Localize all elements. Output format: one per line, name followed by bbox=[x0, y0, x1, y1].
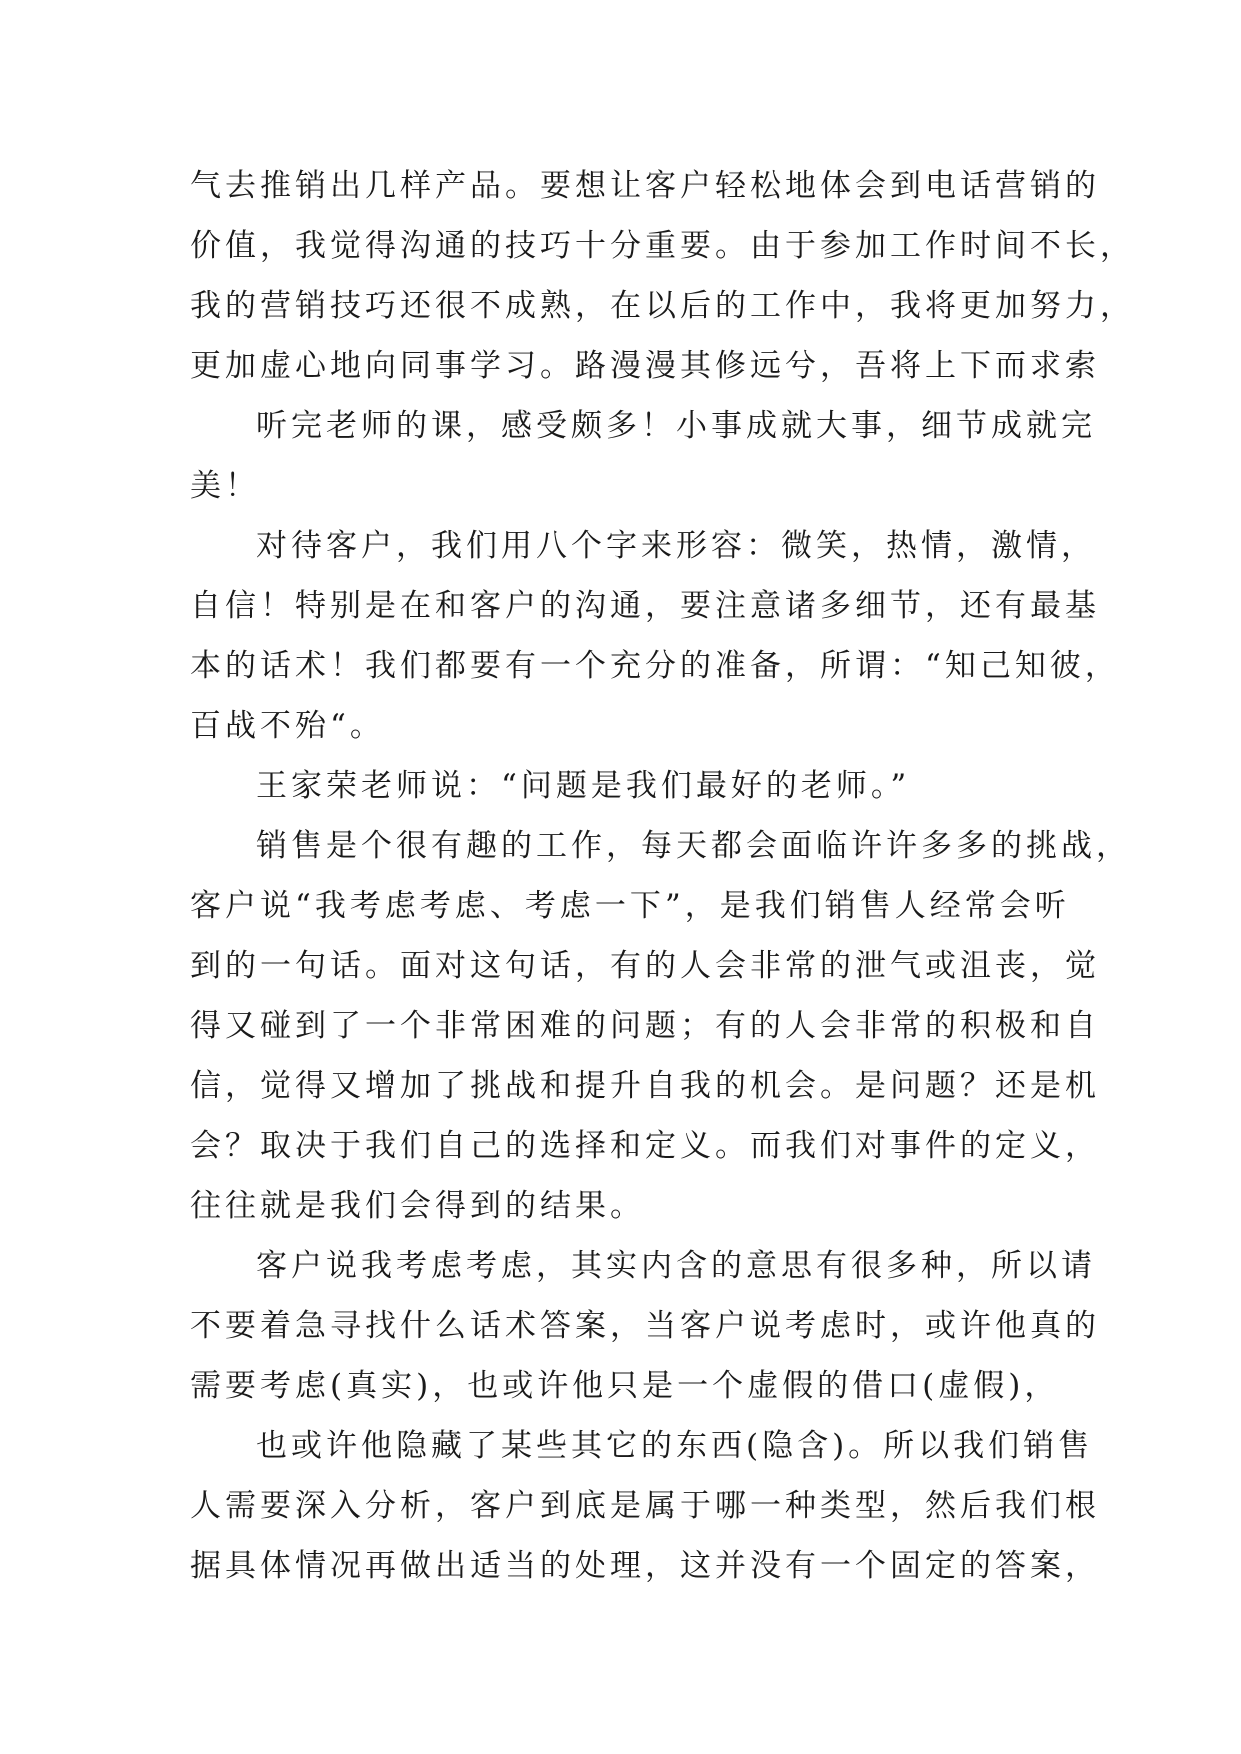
text-line: 百战不殆“。 bbox=[190, 708, 385, 744]
text-line: 美！ bbox=[190, 468, 260, 504]
text-line: 据具体情况再做出适当的处理，这并没有一个固定的答案， bbox=[190, 1548, 1100, 1584]
text-line: 信，觉得又增加了挑战和提升自我的机会。是问题？还是机 bbox=[190, 1068, 1100, 1104]
text-line: 客户说“我考虑考虑、考虑一下”，是我们销售人经常会听 bbox=[190, 888, 1070, 924]
text-line: 到的一句话。面对这句话，有的人会非常的泄气或沮丧，觉 bbox=[190, 948, 1100, 984]
text-line: 也或许他隐藏了某些其它的东西(隐含)。所以我们销售 bbox=[256, 1428, 1094, 1464]
text-line: 我的营销技巧还很不成熟，在以后的工作中，我将更加努力， bbox=[190, 288, 1135, 324]
text-line: 销售是个很有趣的工作，每天都会面临许许多多的挑战， bbox=[256, 828, 1131, 864]
text-line: 本的话术！我们都要有一个充分的准备，所谓：“知己知彼， bbox=[190, 648, 1120, 684]
text-line: 气去推销出几样产品。要想让客户轻松地体会到电话营销的 bbox=[190, 168, 1100, 204]
text-line: 不要着急寻找什么话术答案，当客户说考虑时，或许他真的 bbox=[190, 1308, 1100, 1344]
text-line: 更加虚心地向同事学习。路漫漫其修远兮，吾将上下而求索 bbox=[190, 348, 1100, 384]
body-text bbox=[190, 156, 1135, 1596]
text-line: 得又碰到了一个非常困难的问题；有的人会非常的积极和自 bbox=[190, 1008, 1100, 1044]
text-line: 自信！特别是在和客户的沟通，要注意诸多细节，还有最基 bbox=[190, 588, 1100, 624]
text-line: 会？取决于我们自己的选择和定义。而我们对事件的定义， bbox=[190, 1128, 1100, 1164]
text-line: 对待客户，我们用八个字来形容：微笑，热情，激情， bbox=[256, 528, 1096, 564]
text-line: 客户说我考虑考虑，其实内含的意思有很多种，所以请 bbox=[256, 1248, 1096, 1284]
text-line: 王家荣老师说：“问题是我们最好的老师。” bbox=[256, 768, 911, 804]
text-line: 价值，我觉得沟通的技巧十分重要。由于参加工作时间不长， bbox=[190, 228, 1135, 264]
text-line: 往往就是我们会得到的结果。 bbox=[190, 1188, 645, 1224]
text-line: 需要考虑(真实)，也或许他只是一个虚假的借口(虚假)， bbox=[190, 1368, 1060, 1404]
text-line: 人需要深入分析，客户到底是属于哪一种类型，然后我们根 bbox=[190, 1488, 1100, 1524]
text-line: 听完老师的课，感受颇多！小事成就大事，细节成就完 bbox=[256, 408, 1096, 444]
